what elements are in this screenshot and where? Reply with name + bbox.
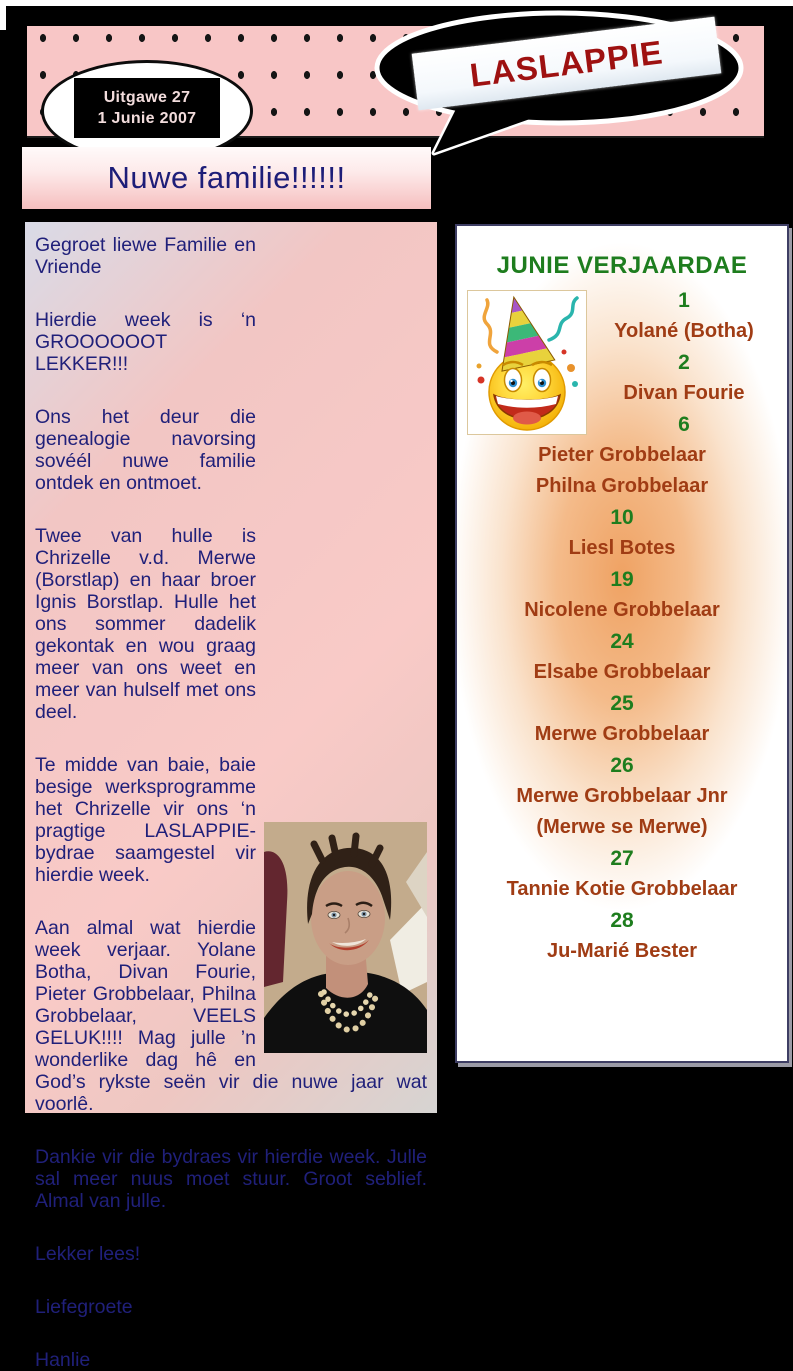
birthday-name: Merwe Grobbelaar Jnr: [516, 785, 728, 807]
birthday-list: [465, 288, 779, 964]
birthday-day: 27: [610, 847, 634, 870]
birthday-name: Ju-Marié Bester: [546, 940, 698, 962]
birthday-day: 2: [678, 351, 690, 374]
birthday-day: 6: [678, 413, 690, 436]
birthday-day: 1: [678, 289, 690, 312]
editor-portrait-photo: [264, 822, 427, 1053]
article-paragraph: Hanlie: [35, 1349, 91, 1371]
birthday-name: Pieter Grobbelaar: [538, 444, 706, 466]
birthday-name: Yolané (Botha): [614, 320, 754, 342]
birthday-day: 28: [610, 909, 634, 932]
birthday-name: Nicolene Grobbelaar: [524, 599, 720, 621]
issue-badge-inner: [74, 78, 220, 138]
article-paragraph: Hierdie week is ‘n GROOOOOOT LEKKER!!!: [35, 309, 256, 375]
birthday-name: (Merwe se Merwe): [536, 816, 708, 838]
article-paragraph: Liefegroete: [35, 1296, 133, 1318]
birthday-day: 24: [610, 630, 634, 653]
article-paragraph: Lekker lees!: [35, 1243, 141, 1265]
article-paragraph: Ons het deur die genealogie navorsing sovéél nuwe familie ontdek en ontmoet.: [35, 406, 256, 494]
birthday-name: Merwe Grobbelaar: [534, 723, 710, 745]
birthday-day: 10: [610, 506, 634, 529]
page-frame-left: [0, 0, 6, 30]
article-paragraph: Aan almal wat hierdie week verjaar. Yolane Botha, Divan Fourie, Pieter Grobbelaar, Philna Grobbelaar, VEELS GELUK!!!! Mag julle ’n wonderlike dag hê en God’s rykste seën vir die nuwe jaar wat voorlê.: [35, 917, 427, 1115]
birthday-name: Liesl Botes: [568, 537, 676, 559]
birthday-day: 26: [610, 754, 634, 777]
logo-speech-bubble: [362, 5, 762, 170]
article-paragraph: Te midde van baie, baie besige werksprogramme het Chrizelle vir ons ‘n pragtige LASLAPPIE-bydrae saamgestel vir hierdie week.: [35, 754, 256, 886]
page-title: Nuwe familie!!!!!!: [107, 160, 346, 195]
article-paragraph: Gegroet liewe Familie en Vriende: [35, 234, 256, 278]
birthday-name: Divan Fourie: [623, 382, 745, 404]
birthday-name: Tannie Kotie Grobbelaar: [506, 878, 738, 900]
birthday-day: 19: [610, 568, 634, 591]
birthday-name: Philna Grobbelaar: [535, 475, 709, 497]
portrait-photo-icon: [264, 822, 427, 1053]
article-paragraph: Twee van hulle is Chrizelle v.d. Merwe (Borstlap) en haar broer Ignis Borstlap. Hulle het ons sommer dadelik gekontak en wou graag meer van ons weet en meer van hulself met ons deel.: [35, 525, 256, 723]
birthday-name: Elsabe Grobbelaar: [533, 661, 711, 683]
issue-number: Uitgawe 27: [103, 88, 191, 106]
issue-date: 1 Junie 2007: [97, 109, 197, 127]
article-body: [25, 222, 437, 1371]
birthday-panel: [455, 224, 789, 1063]
party-smiley-icon: [467, 290, 587, 435]
article-paragraph: Dankie vir die bydraes vir hierdie week. Julle sal meer nuus moet stuur. Groot seblief. Almal van julle.: [35, 1146, 427, 1212]
birthday-day: 25: [610, 692, 634, 715]
birthday-title: JUNIE VERJAARDAE: [496, 252, 748, 279]
newsletter-logo: LASLAPPIE: [467, 32, 666, 94]
